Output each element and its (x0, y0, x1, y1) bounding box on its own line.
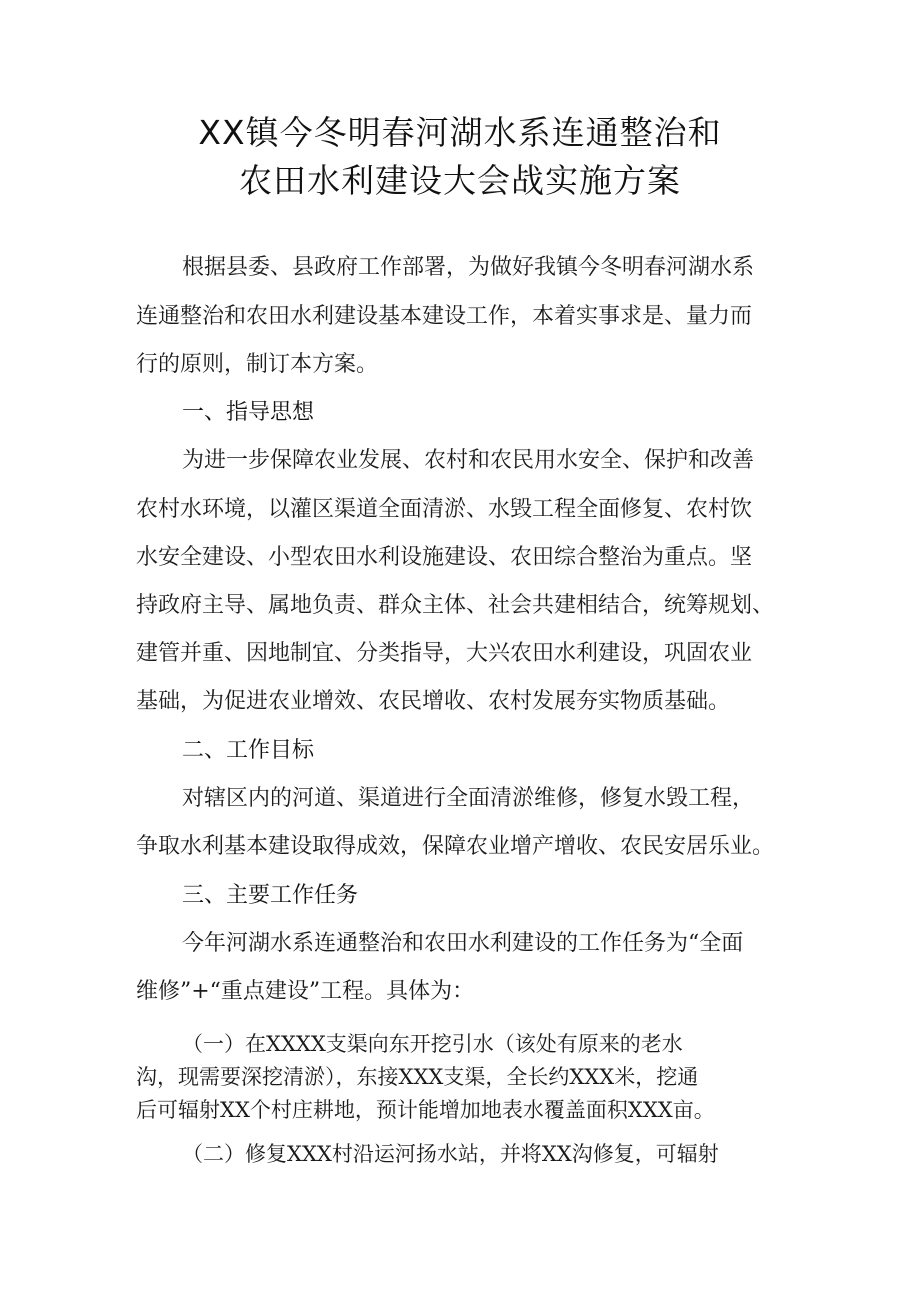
document-title-line-1: XX镇今冬明春河湖水系连通整治和 (198, 113, 722, 152)
section3-line-1: 今年河湖水系连通整治和农田水利建设的工作任务为“全面 (182, 931, 744, 956)
section-heading-1: 一、指导思想 (182, 400, 315, 425)
section1-line-1: 为进一步保障农业发展、农村和农民用水安全、保护和改善 (182, 448, 755, 473)
section1-line-2: 农村水环境，以灌区渠道全面清淤、水毁工程全面修复、农村饮 (136, 497, 753, 522)
section1-line-4: 持政府主导、属地负责、群众主体、社会共建相结合，统筹规划、 (136, 593, 775, 618)
section1-line-5: 建管并重、因地制宜、分类指导，大兴农田水利建设，巩固农业 (136, 641, 753, 666)
intro-line-1: 根据县委、县政府工作部署，为做好我镇今冬明春河湖水系 (182, 255, 755, 280)
section1-line-3: 水安全建设、小型农田水利设施建设、农田综合整治为重点。坚 (136, 545, 753, 570)
item2-line-1: （二）修复XXX村沿运河扬水站，并将XX沟修复，可辐射 (182, 1142, 719, 1166)
intro-line-2: 连通整治和农田水利建设基本建设工作，本着实事求是、量力而 (136, 304, 753, 329)
section2-line-1: 对辖区内的河道、渠道进行全面清淤维修，修复水毁工程， (182, 786, 755, 811)
intro-line-3: 行的原则，制订本方案。 (136, 352, 379, 377)
section-heading-2: 二、工作目标 (182, 738, 315, 763)
item1-line-1: （一）在XXXX支渠向东开挖引水（该处有原来的老水 (182, 1032, 683, 1056)
section-heading-3: 三、主要工作任务 (182, 883, 359, 908)
section2-line-2: 争取水利基本建设取得成效，保障农业增产增收、农民安居乐业。 (136, 834, 775, 859)
item1-line-3: 后可辐射XX个村庄耕地，预计能增加地表水覆盖面积XXX亩。 (136, 1098, 715, 1122)
section1-line-6: 基础，为促进农业增效、农民增收、农村发展夯实物质基础。 (136, 689, 731, 714)
document-title-line-2: 农田水利建设大会战实施方案 (239, 161, 681, 200)
item1-line-2: 沟，现需要深挖清淤），东接XXX支渠，全长约XXX米，挖通 (136, 1065, 699, 1089)
section3-line-2: 维修”+“重点建设”工程。具体为： (136, 979, 475, 1004)
